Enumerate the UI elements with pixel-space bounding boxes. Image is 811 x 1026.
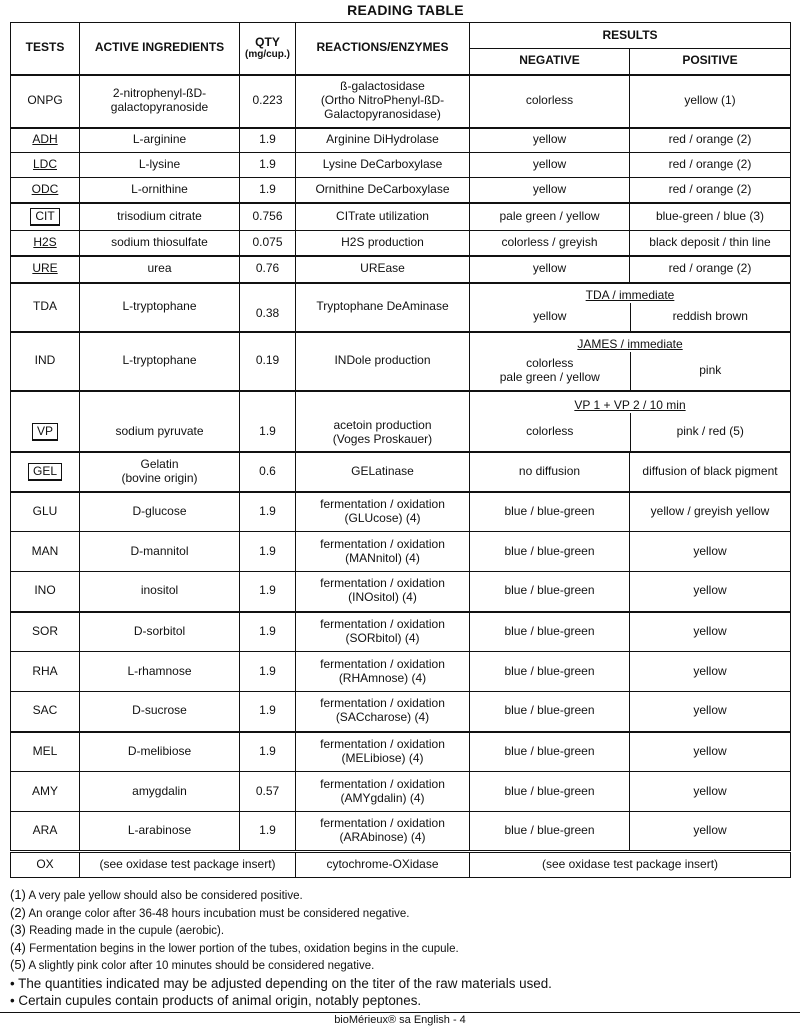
result-subheader-label: TDA / immediate <box>585 287 675 302</box>
table-row <box>11 256 791 283</box>
quantity: 1.9 <box>240 572 296 612</box>
active-ingredient <box>80 75 240 128</box>
table-row <box>11 391 791 413</box>
reaction-line: fermentation / oxidation <box>320 536 445 551</box>
negative-result: yellow <box>470 153 630 178</box>
test-code: TDA <box>11 283 80 332</box>
footnote-text: Reading made in the cupule (aerobic). <box>29 925 225 938</box>
active-ingredient: L-ornithine <box>80 178 240 203</box>
reaction <box>296 572 470 612</box>
quantity: 1.9 <box>240 692 296 732</box>
bullet-note: • The quantities indicated may be adjusted depending on the titer of the raw materials used. <box>10 975 552 991</box>
test-code <box>11 203 80 231</box>
positive-result: yellow <box>630 572 791 612</box>
test-code <box>11 452 80 492</box>
active-ingredient: D-mannitol <box>80 532 240 572</box>
positive-result: red / orange (2) <box>630 256 791 283</box>
test-code: OX <box>11 852 80 878</box>
test-code <box>11 231 80 256</box>
negative-line: pale green / yellow <box>499 369 600 384</box>
negative-result: blue / blue-green <box>470 492 630 532</box>
table-row <box>11 732 791 772</box>
positive-result: yellow <box>630 812 791 852</box>
header-qty-label: QTY <box>255 34 280 49</box>
active-ingredient: L-rhamnose <box>80 652 240 692</box>
reaction <box>296 732 470 772</box>
result-subheader-label: JAMES / immediate <box>577 336 683 351</box>
test-code: ONPG <box>11 75 80 128</box>
reaction: CITrate utilization <box>296 203 470 231</box>
active-ingredient: D-sucrose <box>80 692 240 732</box>
footnote-number: (4) <box>10 939 26 955</box>
reaction-line: fermentation / oxidation <box>320 776 445 791</box>
reaction-line: fermentation / oxidation <box>320 576 445 591</box>
quantity: 1.9 <box>240 128 296 153</box>
reaction-line: (Voges Proskauer) <box>332 431 433 446</box>
active-ingredient: trisodium citrate <box>80 203 240 231</box>
reaction <box>296 391 470 452</box>
positive-result: red / orange (2) <box>630 153 791 178</box>
quantity: 1.9 <box>240 812 296 852</box>
result-subheader <box>470 283 791 303</box>
reaction-line: (SORbitol) (4) <box>345 630 420 645</box>
test-code-label: H2S <box>33 234 57 249</box>
reaction-line: (MANnitol) (4) <box>345 550 420 565</box>
quantity: 0.6 <box>240 452 296 492</box>
quantity: 0.223 <box>240 75 296 128</box>
active-ingredient: L-tryptophane <box>80 283 240 332</box>
quantity: 1.9 <box>240 652 296 692</box>
positive-result: diffusion of black pigment <box>630 452 791 492</box>
test-code: SAC <box>11 692 80 732</box>
result-subheader <box>470 332 791 352</box>
negative-result: blue / blue-green <box>470 812 630 852</box>
ingredient-line: 2-nitrophenyl-ßD- <box>112 86 207 101</box>
header-negative: NEGATIVE <box>470 49 630 75</box>
table-row <box>11 812 791 852</box>
test-code <box>11 128 80 153</box>
quantity: 1.9 <box>240 732 296 772</box>
reaction <box>296 772 470 812</box>
active-ingredient: inositol <box>80 572 240 612</box>
table-row <box>11 772 791 812</box>
positive-result: yellow <box>630 532 791 572</box>
negative-result: colorless / greyish <box>470 231 630 256</box>
positive-result: yellow <box>630 692 791 732</box>
reaction-line: fermentation / oxidation <box>320 736 445 751</box>
reaction-line: (MELibiose) (4) <box>341 750 424 765</box>
test-code-label: LDC <box>32 157 57 172</box>
test-code: ARA <box>11 812 80 852</box>
header-qty-unit: (mg/cup.) <box>245 49 290 61</box>
positive-result: black deposit / thin line <box>630 231 791 256</box>
active-ingredient: L-tryptophane <box>80 332 240 391</box>
reaction: GELatinase <box>296 452 470 492</box>
test-code-label: VP <box>32 423 58 441</box>
table-row <box>11 153 791 178</box>
reaction-line: (INOsitol) (4) <box>348 590 417 605</box>
test-code: RHA <box>11 652 80 692</box>
footnote-text: A very pale yellow should also be considered positive. <box>28 890 303 902</box>
table-row <box>11 572 791 612</box>
page-title: READING TABLE <box>347 2 464 18</box>
quantity: 1.9 <box>240 153 296 178</box>
footnote-text: Fermentation begins in the lower portion of the tubes, oxidation begins in the cupule. <box>29 942 459 955</box>
reaction-line: (Ortho NitroPhenyl-ßD- <box>320 93 445 108</box>
page-footer: bioMérieux® sa English - 4 <box>334 1014 466 1026</box>
test-code: SOR <box>11 612 80 652</box>
reaction: INDole production <box>296 332 470 391</box>
reaction: H2S production <box>296 231 470 256</box>
table-row <box>11 283 791 303</box>
table-row <box>11 231 791 256</box>
table-row <box>11 332 791 352</box>
footnote-text: A slightly pink color after 10 minutes should be considered negative. <box>28 960 375 973</box>
reaction: Lysine DeCarboxylase <box>296 153 470 178</box>
active-ingredient: sodium pyruvate <box>80 391 240 452</box>
test-code-label: CIT <box>30 208 59 226</box>
table-row <box>11 852 791 878</box>
negative-result: pale green / yellow <box>470 203 630 231</box>
table-row <box>11 532 791 572</box>
footnote <box>10 887 800 905</box>
reading-table <box>10 22 791 878</box>
footnote <box>10 940 800 958</box>
negative-result: colorless <box>526 423 574 438</box>
results: (see oxidase test package insert) <box>470 852 791 878</box>
footnote-number: (3) <box>10 922 26 938</box>
active-ingredient: L-arginine <box>80 128 240 153</box>
active-ingredient: L-arabinose <box>80 812 240 852</box>
footnote <box>10 922 800 940</box>
positive-result: red / orange (2) <box>630 178 791 203</box>
header-qty <box>240 23 296 75</box>
positive-result: yellow (1) <box>630 75 791 128</box>
active-ingredient <box>80 452 240 492</box>
negative-result: blue / blue-green <box>470 692 630 732</box>
positive-result: blue-green / blue (3) <box>630 203 791 231</box>
test-code <box>11 256 80 283</box>
quantity: 0.075 <box>240 231 296 256</box>
negative-result: blue / blue-green <box>470 772 630 812</box>
reaction-line: (ARAbinose) (4) <box>339 830 426 844</box>
reaction-line: (GLUcose) (4) <box>344 510 421 525</box>
negative-result: no diffusion <box>470 452 630 492</box>
positive-result: pink / red (5) <box>630 413 791 451</box>
test-code: INO <box>11 572 80 612</box>
quantity: 0.19 <box>240 332 296 391</box>
negative-result <box>470 352 630 390</box>
test-code: MAN <box>11 532 80 572</box>
reaction <box>296 652 470 692</box>
reaction: Tryptophane DeAminase <box>296 283 470 332</box>
reaction-line: fermentation / oxidation <box>320 616 445 631</box>
header-results: RESULTS <box>470 23 791 49</box>
reaction <box>296 612 470 652</box>
footnote <box>10 905 800 923</box>
positive-result: pink <box>630 352 791 390</box>
quantity: 1.9 <box>240 492 296 532</box>
test-code: AMY <box>11 772 80 812</box>
footnotes <box>10 887 800 1009</box>
positive-result: reddish brown <box>630 303 791 331</box>
ingredient-line: (bovine origin) <box>121 470 198 485</box>
active-ingredient: D-glucose <box>80 492 240 532</box>
quantity: 1.9 <box>240 612 296 652</box>
reaction: Arginine DiHydrolase <box>296 128 470 153</box>
active-ingredient: D-sorbitol <box>80 612 240 652</box>
test-code: GLU <box>11 492 80 532</box>
table-row <box>11 128 791 153</box>
test-code <box>11 178 80 203</box>
test-code: IND <box>11 332 80 391</box>
test-code <box>11 153 80 178</box>
active-ingredient: sodium thiosulfate <box>80 231 240 256</box>
reaction-line: (SACcharose) (4) <box>335 710 430 725</box>
table-row <box>11 692 791 732</box>
footnote-number: (5) <box>10 957 26 973</box>
table-row <box>11 452 791 492</box>
ingredient-line: Gelatin <box>140 456 179 471</box>
negative-result: colorless <box>470 75 630 128</box>
result-split <box>470 352 791 391</box>
reaction <box>296 75 470 128</box>
footnote <box>10 957 800 975</box>
header-positive: POSITIVE <box>630 49 791 75</box>
negative-result: yellow <box>470 178 630 203</box>
reaction <box>296 492 470 532</box>
test-code <box>11 391 80 452</box>
negative-result: blue / blue-green <box>470 612 630 652</box>
result-split <box>470 303 791 332</box>
negative-result: yellow <box>470 256 630 283</box>
footnote-number: (2) <box>10 904 26 920</box>
reaction <box>296 692 470 732</box>
reaction-line: fermentation / oxidation <box>320 816 445 831</box>
test-code: MEL <box>11 732 80 772</box>
positive-result: red / orange (2) <box>630 128 791 153</box>
footnote-number: (1) <box>10 887 26 902</box>
positive-result: yellow <box>630 772 791 812</box>
reaction: Ornithine DeCarboxylase <box>296 178 470 203</box>
table-row <box>11 612 791 652</box>
header-reactions: REACTIONS/ENZYMES <box>296 23 470 75</box>
negative-line: colorless <box>526 355 574 370</box>
footnote-text: An orange color after 36-48 hours incubation must be considered negative. <box>28 907 410 920</box>
table-row <box>11 178 791 203</box>
negative-result: blue / blue-green <box>470 572 630 612</box>
header-tests: TESTS <box>11 23 80 75</box>
reaction-line: acetoin production <box>333 417 432 432</box>
table-row <box>11 492 791 532</box>
negative-result: blue / blue-green <box>470 532 630 572</box>
bullet-note: • Certain cupules contain products of animal origin, notably peptones. <box>10 992 422 1008</box>
reaction-line: fermentation / oxidation <box>320 496 445 511</box>
active-ingredient: amygdalin <box>80 772 240 812</box>
reaction <box>296 532 470 572</box>
positive-result: yellow <box>630 732 791 772</box>
footer-divider <box>0 1012 800 1013</box>
reaction-line: ß-galactosidase <box>340 79 425 94</box>
active-ingredient: urea <box>80 256 240 283</box>
reaction-line: (AMYgdalin) (4) <box>340 790 425 805</box>
reaction-line: Galactopyranosidase) <box>324 106 441 121</box>
result-subheader-label: VP 1 + VP 2 / 10 min <box>574 397 686 412</box>
negative-result: blue / blue-green <box>470 652 630 692</box>
positive-result: yellow <box>630 612 791 652</box>
reaction-line: (RHAmnose) (4) <box>338 670 427 685</box>
test-code-label: ODC <box>31 181 59 196</box>
reaction-line: fermentation / oxidation <box>320 696 445 711</box>
quantity: 0.38 <box>240 283 296 332</box>
result-split <box>470 413 791 452</box>
table-row <box>11 75 791 128</box>
table-row <box>11 652 791 692</box>
result-subheader <box>470 391 791 413</box>
quantity: 1.9 <box>240 391 296 452</box>
negative-result: yellow <box>533 308 567 323</box>
active-ingredient: D-melibiose <box>80 732 240 772</box>
test-code-label: GEL <box>28 463 62 481</box>
reaction <box>296 812 470 852</box>
ingredient-line: galactopyranoside <box>110 100 209 114</box>
quantity: 1.9 <box>240 178 296 203</box>
quantity: 1.9 <box>240 532 296 572</box>
reaction: UREase <box>296 256 470 283</box>
quantity: 0.756 <box>240 203 296 231</box>
negative-result: yellow <box>470 128 630 153</box>
positive-result: yellow / greyish yellow <box>630 492 791 532</box>
test-code-label: ADH <box>32 132 58 147</box>
reaction: cytochrome-OXidase <box>296 852 470 878</box>
positive-result: yellow <box>630 652 791 692</box>
active-ingredient: L-lysine <box>80 153 240 178</box>
test-code-label: URE <box>32 261 58 276</box>
active-ingredient: (see oxidase test package insert) <box>80 852 296 878</box>
quantity: 0.57 <box>240 772 296 812</box>
header-active-ingredients: ACTIVE INGREDIENTS <box>80 23 240 75</box>
table-row <box>11 203 791 231</box>
reaction-line: fermentation / oxidation <box>320 656 445 671</box>
quantity: 0.76 <box>240 256 296 283</box>
negative-result: blue / blue-green <box>470 732 630 772</box>
